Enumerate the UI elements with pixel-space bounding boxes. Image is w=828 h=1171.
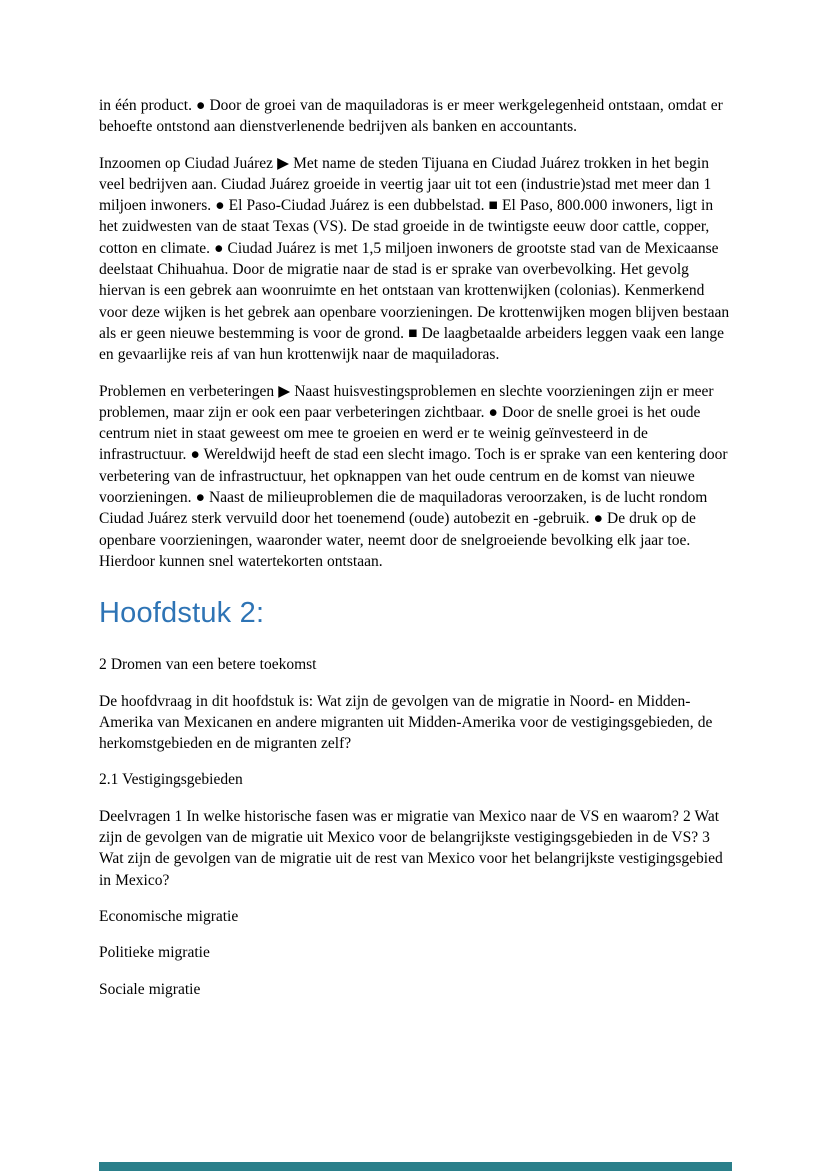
paragraph-dromen-betere-toekomst: 2 Dromen van een betere toekomst — [99, 656, 317, 674]
paragraph-problemen-en-verbeteringen: Problemen en verbeteringen ▶ Naast huisvestingsproblemen en slechte voorzieningen zijn er meer problemen, maar zijn er ook een paar verbeteringen zichtbaar. ● Door de snelle groei is het oude centrum niet in staat geweest om mee te groeien en werd er te weinig geïnvesteerd in de infrastructuur. ● Wereldwijd heeft de stad een slecht imago. Toch is er sprake van een kentering door verbetering van de infrastructuur, het opknappen van het oude centrum en de komst van nieuwe voorzieningen. ● Naast de milieuproblemen die de maquiladoras veroorzaken, is de lucht rondom Ciudad Juárez sterk vervuild door het toenemend (oude) autobezit en -gebruik. ● De druk op de openbare voorzieningen, waaronder water, neemt door de snelgroeiende bevolking elk jaar toe. Hierdoor kunnen snel watertekorten ontstaan. — [99, 382, 728, 570]
document-body — [99, 95, 732, 1015]
chapter-heading-hoofdstuk-2: Hoofdstuk 2: — [99, 597, 265, 630]
paragraph-politieke-migratie: Politieke migratie — [99, 944, 210, 962]
paragraph-deelvragen: Deelvragen 1 In welke historische fasen was er migratie van Mexico naar de VS en waarom? 2 Wat zijn de gevolgen van de migratie uit Mexico voor de belangrijkste vestigingsgebieden in de VS? 3 Wat zijn de gevolgen van de migratie uit de rest van Mexico voor het belangrijkste vestigingsgebied in Mexico? — [99, 807, 723, 889]
paragraph-economische-migratie: Economische migratie — [99, 907, 239, 925]
paragraph-maquiladoras-intro: in één product. ● Door de groei van de maquiladoras is er meer werkgelegenheid ontstaan, omdat er behoefte ontstond aan dienstverlenende bedrijven als banken en accountants. — [99, 97, 723, 136]
paragraph-inzoomen-ciudad-juarez: Inzoomen op Ciudad Juárez ▶ Met name de steden Tijuana en Ciudad Juárez trokken in het begin veel bedrijven aan. Ciudad Juárez groeide in veertig jaar uit tot een (industrie)stad met meer dan 1 miljoen inwoners. ● El Paso-Ciudad Juárez is een dubbelstad. ■ El Paso, 800.000 inwoners, ligt in het zuidwesten van de staat Texas (VS). De stad groeide in de twintigste eeuw door cattle, copper, cotton en climate. ● Ciudad Juárez is met 1,5 miljoen inwoners de grootste stad van de Mexicaanse deelstaat Chihuahua. Door de migratie naar de stad is er sprake van overbevolking. Het gevolg hiervan is een gebrek aan woonruimte en het ontstaan van krottenwijken (colonias). Kenmerkend voor deze wijken is het gebrek aan openbare voorzieningen. De krottenwijken mogen blijven bestaan als er geen nieuwe bestemming is voor de grond. ■ De laagbetaalde arbeiders leggen vaak een lange en gevaarlijke reis af van hun krottenwijk naar de maquiladoras. — [99, 154, 730, 364]
table-top-bar — [99, 1162, 732, 1171]
paragraph-2-1-vestigingsgebieden: 2.1 Vestigingsgebieden — [99, 771, 243, 789]
paragraph-hoofdvraag: De hoofdvraag in dit hoofdstuk is: Wat zijn de gevolgen van de migratie in Noord- en Midden-Amerika van Mexicanen en andere migranten uit Midden-Amerika voor de vestigingsgebieden, de herkomstgebieden en de migranten zelf? — [99, 692, 713, 753]
paragraph-sociale-migratie: Sociale migratie — [99, 980, 201, 998]
